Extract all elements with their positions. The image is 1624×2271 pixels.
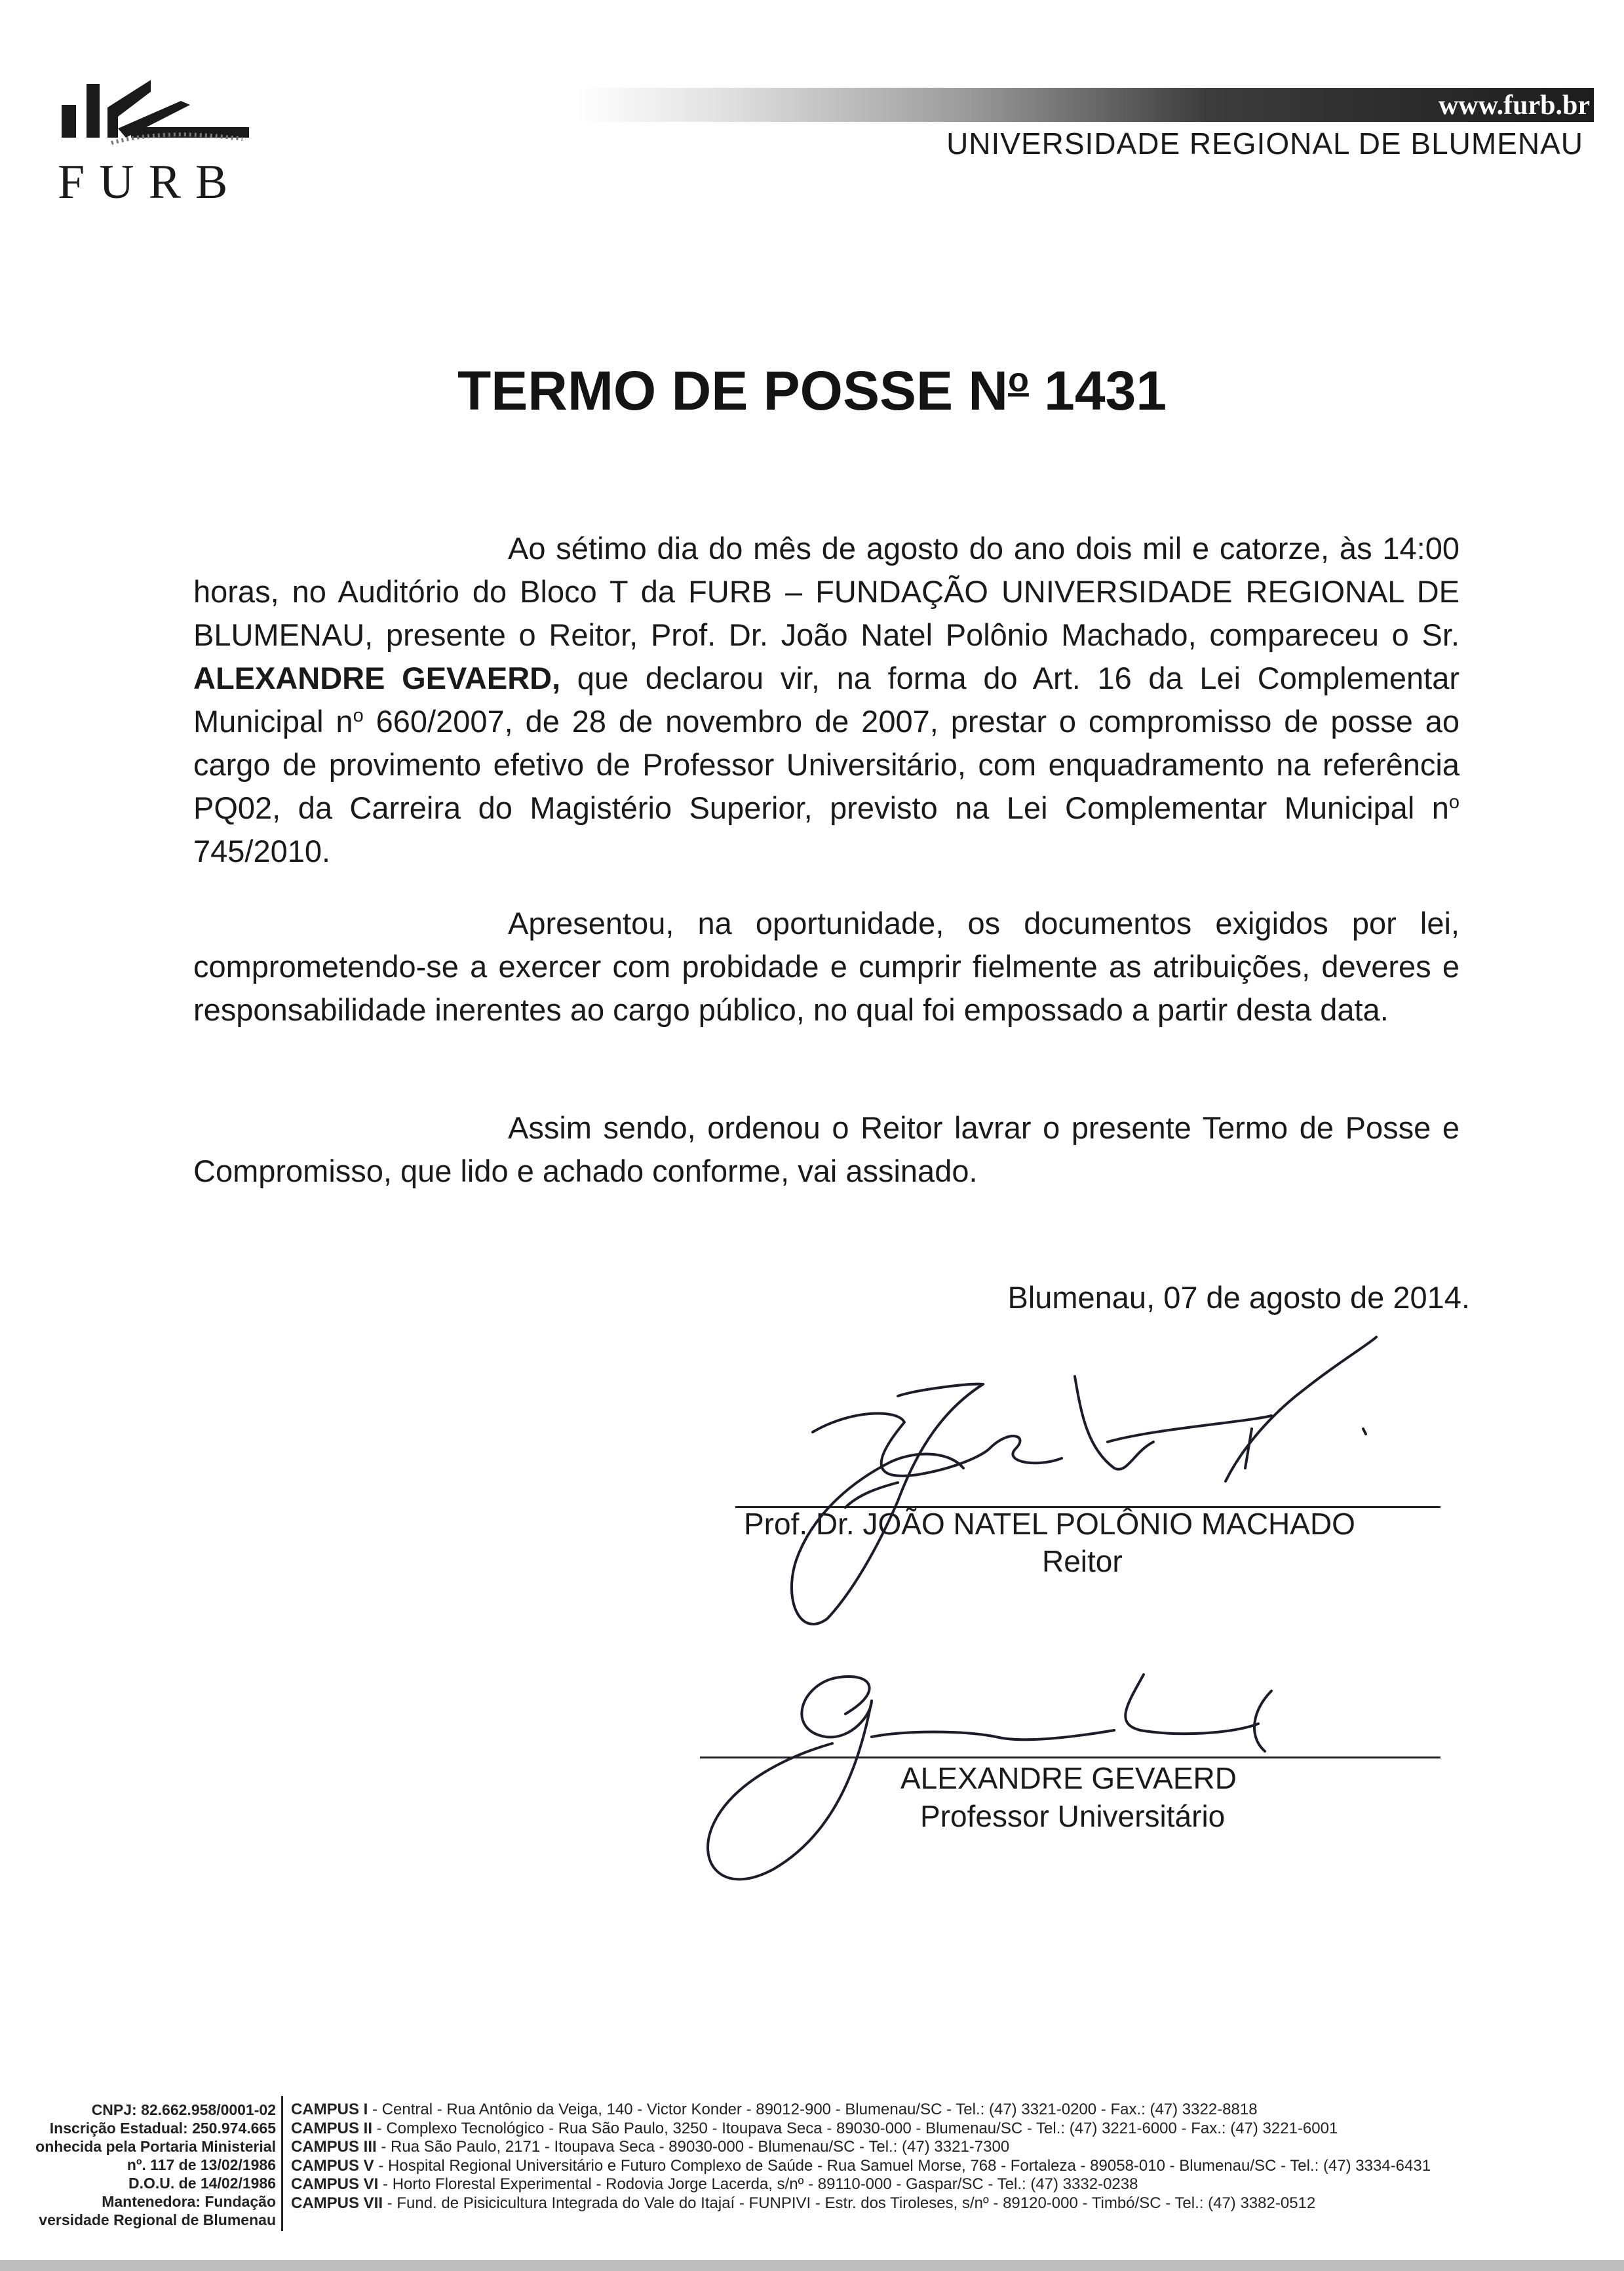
campus-item: CAMPUS V - Hospital Regional Universitário e Futuro Complexo de Saúde - Rua Samuel Morse, 768 - Fortaleza - 89058-010 - Blumenau/SC - Tel.: (47) 3334-6431 xyxy=(291,2156,1431,2175)
p1-text-b: que declarou vir, na forma do Art. 16 da Lei Complementar Municipal n xyxy=(193,661,1460,739)
paragraph-2: Apresentou, na oportunidade, os documentos exigidos por lei, comprometendo-se a exercer com probidade e cumprir fielmente as atribuições, deveres e responsabilidade inerentes ao cargo público, no qual foi empossado a partir desta data. xyxy=(193,906,1460,1027)
p1-ordinal-1: o xyxy=(353,705,364,726)
dou-line: D.O.U. de 14/02/1986 xyxy=(128,2175,276,2192)
p1-text-d: 745/2010. xyxy=(193,834,331,868)
paragraph-1 xyxy=(193,527,1460,873)
campus-item: CAMPUS VI - Horto Florestal Experimental - Rodovia Jorge Lacerda, s/nº - 89110-000 - Gaspar/SC - Tel.: (47) 3332-0238 xyxy=(291,2175,1138,2193)
title-number: 1431 xyxy=(1044,360,1167,421)
title-text: TERMO DE POSSE N xyxy=(457,360,1009,421)
p1-text-a: Ao sétimo dia do mês de agosto do ano dois mil e catorze, às 14:00 horas, no Auditório do Bloco T da FURB – FUNDAÇÃO UNIVERSIDADE REGIONAL DE BLUMENAU, presente o Reitor, Prof. Dr. João Natel Polônio Machado, compareceu o Sr. xyxy=(193,531,1460,652)
maintainer-name-line: versidade Regional de Blumenau xyxy=(39,2211,276,2228)
campus-item: CAMPUS III - Rua São Paulo, 2171 - Itoupava Seca - 89030-000 - Blumenau/SC - Tel.: (47) 3321-7300 xyxy=(291,2138,1010,2156)
footer-divider xyxy=(281,2096,283,2231)
ordinance-number-line: nº. 117 de 13/02/1986 xyxy=(126,2156,276,2173)
maintainer-line: Mantenedora: Fundação xyxy=(102,2193,276,2210)
professor-name: ALEXANDRE GEVAERD xyxy=(900,1761,1237,1795)
ordinance-line: onhecida pela Portaria Ministerial xyxy=(35,2138,276,2155)
campus-item: CAMPUS VII - Fund. de Pisicicultura Integrada do Vale do Itajaí - FUNPIVI - Estr. dos Tiroleses, s/nº - 89120-000 - Timbó/SC - Tel.: (47) 3382-0512 xyxy=(291,2194,1316,2212)
date-place: Blumenau, 07 de agosto de 2014. xyxy=(1007,1280,1470,1315)
paragraph-3: Assim sendo, ordenou o Reitor lavrar o presente Termo de Posse e Compromisso, que lido e achado conforme, vai assinado. xyxy=(193,1110,1460,1188)
p1-ordinal-2: o xyxy=(1448,792,1460,813)
campus-item: CAMPUS I - Central - Rua Antônio da Veiga, 140 - Victor Konder - 89012-900 - Blumenau/SC - Tel.: (47) 3321-0200 - Fax.: (47) 3322-8818 xyxy=(291,2101,1258,2118)
bottom-bar xyxy=(0,2260,1624,2271)
website-url: www.furb.br xyxy=(1438,90,1590,121)
logo-wordmark: FURB xyxy=(58,155,242,209)
rector-role: Reitor xyxy=(1042,1544,1123,1578)
document-title xyxy=(0,359,1624,423)
university-name: UNIVERSIDADE REGIONAL DE BLUMENAU xyxy=(946,126,1583,161)
signature-line-professor xyxy=(700,1757,1440,1758)
state-registration-line: Inscrição Estadual: 250.974.665 xyxy=(49,2120,276,2137)
professor-role: Professor Universitário xyxy=(920,1799,1226,1833)
campus-list xyxy=(291,2101,1431,2213)
title-ordinal: o xyxy=(1008,361,1029,399)
institution-registration-info xyxy=(35,2101,276,2229)
rector-name: Prof. Dr. JOÃO NATEL POLÔNIO MACHADO xyxy=(744,1507,1355,1541)
cnpj-line: CNPJ: 82.662.958/0001-02 xyxy=(91,2101,276,2118)
appointee-name: ALEXANDRE GEVAERD, xyxy=(193,661,561,695)
p1-text-c: 660/2007, de 28 de novembro de 2007, prestar o compromisso de posse ao cargo de provimento efetivo de Professor Universitário, com enquadramento na referência PQ02, da Carreira do Magistério Superior, previsto na Lei Complementar Municipal n xyxy=(193,704,1460,825)
campus-item: CAMPUS II - Complexo Tecnológico - Rua São Paulo, 3250 - Itoupava Seca - 89030-000 - Blumenau/SC - Tel.: (47) 3221-6000 - Fax.: (47) 3221-6001 xyxy=(291,2119,1338,2137)
rector-signature xyxy=(792,1337,1376,1624)
